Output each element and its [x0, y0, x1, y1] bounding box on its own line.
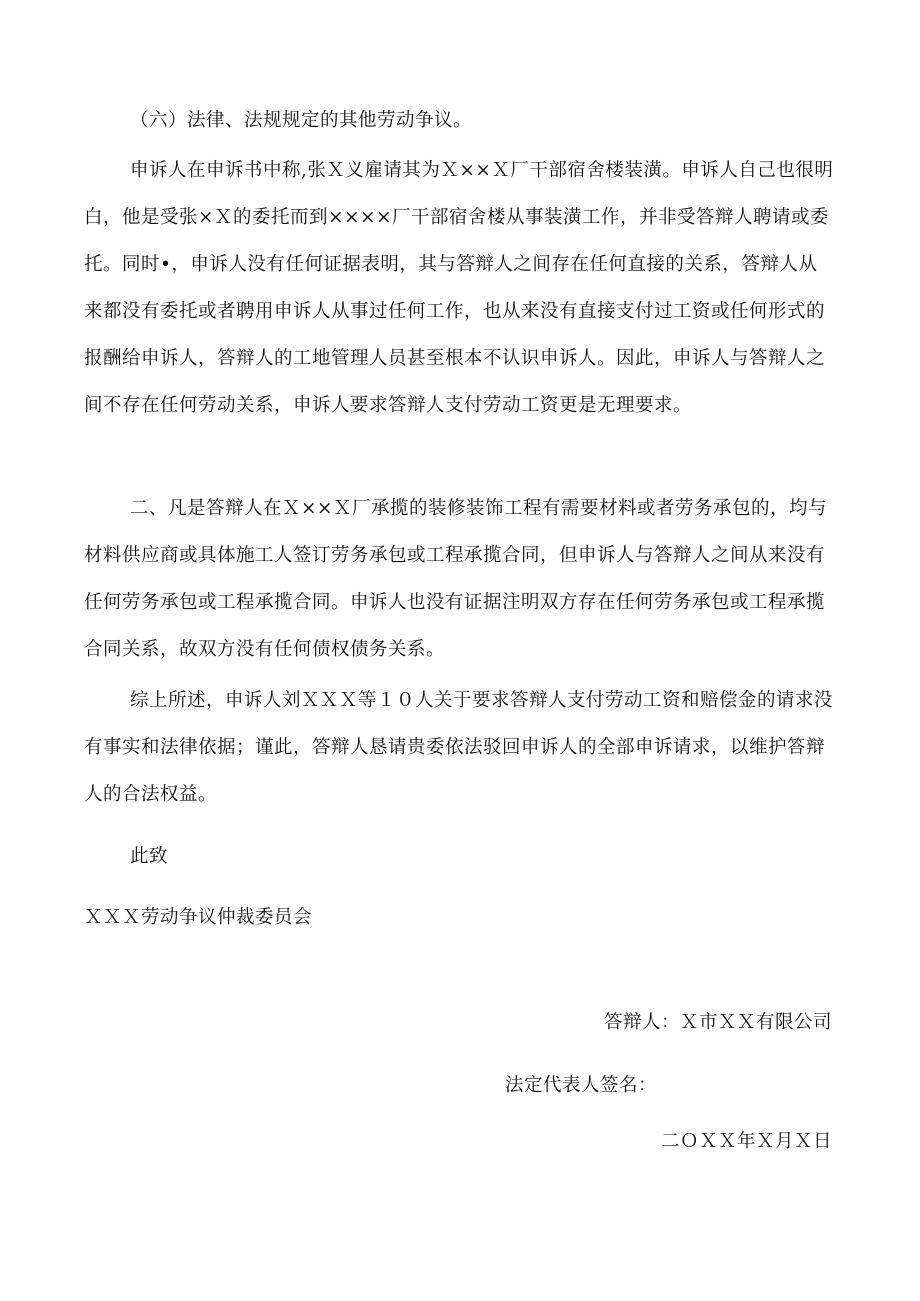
recipient: ＸＸＸ劳动争议仲裁委员会	[84, 907, 313, 928]
paragraph-point-two: 二、凡是答辩人在Ｘ××Ｘ厂承揽的装修装饰工程有需要材料或者劳务承包的，均与材料供应商或具体施工人签订劳务承包或工程承揽合同，但申诉人与答辩人之间从来没有任何劳务承包或工程承揽合同。申诉人也没有证据注明双方存在任何劳务承包或工程承揽合同关系，故双方没有任何债权债务关系。	[84, 498, 828, 660]
document-date: 二ＯＸＸ年Ｘ月Ｘ日	[660, 1131, 832, 1152]
item-six-text: （六）法律、法规规定的其他劳动争议。	[130, 110, 473, 131]
legal-rep-signature: 法定代表人签名：	[505, 1075, 658, 1096]
respondent-signature: 答辩人：Ｘ市ＸＸ有限公司	[603, 1012, 832, 1033]
paragraph-conclusion: 综上所述，申诉人刘ＸＸＸ等１０人关于要求答辩人支付劳动工资和赔偿金的请求没有事实和法律依据；谨此，答辩人恳请贵委依法驳回申诉人的全部申诉请求，以维护答辩人的合法权益。	[84, 690, 834, 805]
paragraph-claimant-statement: 申诉人在申诉书中称,张Ｘ义雇请其为Ｘ××Ｘ厂干部宿舍楼装潢。申诉人自己也很明白，他是受张×Ｘ的委托而到××××厂干部宿舍楼从事装潢工作，并非受答辩人聘请或委托。同时•，申诉人没有任何证据表明，其与答辩人之间存在任何直接的关系，答辩人从来都没有委托或者聘用申诉人从事过任何工作，也从来没有直接支付过工资或任何形式的报酬给申诉人，答辩人的工地管理人员甚至根本不认识申诉人。因此，申诉人与答辩人之间不存在任何劳动关系，申诉人要求答辩人支付劳动工资更是无理要求。	[84, 160, 834, 416]
salutation: 此致	[130, 846, 169, 867]
